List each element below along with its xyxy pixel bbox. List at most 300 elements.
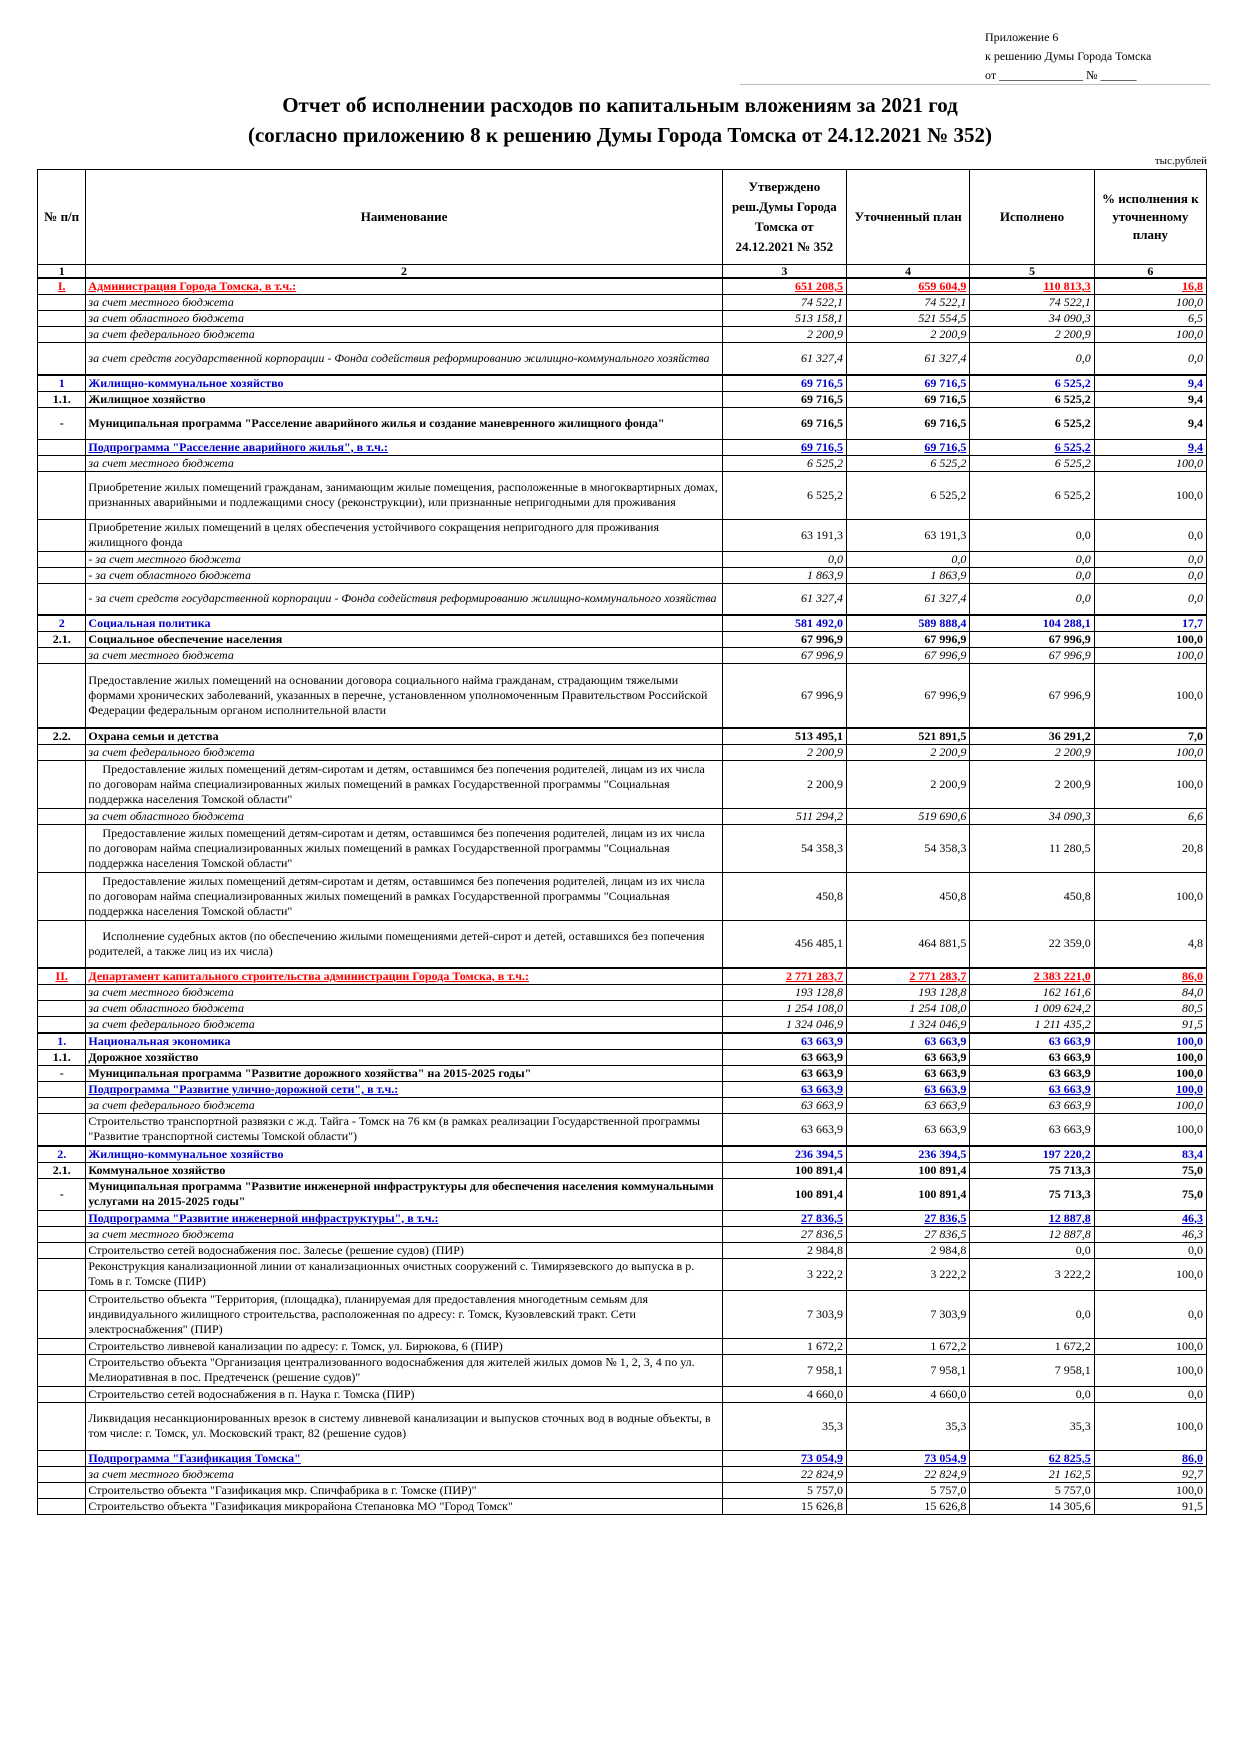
executed-value-cell: 12 887,8 — [970, 1210, 1094, 1226]
appendix-divider — [740, 84, 1210, 85]
refined-value-cell: 74 522,1 — [847, 295, 970, 311]
refined-value-cell: 100 891,4 — [847, 1178, 970, 1210]
approved-value-cell: 7 303,9 — [722, 1290, 846, 1338]
table-row — [38, 583, 1207, 615]
row-name-cell: за счет федерального бюджета — [86, 327, 722, 343]
refined-value-cell: 6 525,2 — [847, 471, 970, 519]
refined-value-cell: 63 663,9 — [847, 1098, 970, 1114]
executed-value-cell: 0,0 — [970, 583, 1094, 615]
row-name-cell: Муниципальная программа "Развитие инженерной инфраструктуры для обеспечения населения коммунальными услугами на 2015-2025 годы" — [86, 1178, 722, 1210]
percent-value-cell: 0,0 — [1094, 343, 1206, 375]
row-number-cell — [38, 1098, 86, 1114]
title-line-2: (согласно приложению 8 к решению Думы Города Томска от 24.12.2021 № 352) — [247, 123, 993, 147]
row-name-cell: за счет местного бюджета — [86, 455, 722, 471]
table-row — [38, 1466, 1207, 1482]
appendix-line-2: к решению Думы Города Томска — [985, 49, 1152, 63]
executed-value-cell: 35,3 — [970, 1402, 1094, 1450]
refined-value-cell: 69 716,5 — [847, 407, 970, 439]
approved-value-cell: 513 495,1 — [722, 728, 846, 745]
table-row — [38, 1146, 1207, 1163]
refined-value-cell: 2 200,9 — [847, 327, 970, 343]
table-row — [38, 632, 1207, 648]
percent-value-cell: 100,0 — [1094, 1338, 1206, 1354]
row-name-cell: Строительство объекта "Газификация микрорайона Степановка МО "Город Томск" — [86, 1498, 722, 1514]
refined-value-cell: 589 888,4 — [847, 615, 970, 632]
approved-value-cell: 69 716,5 — [722, 439, 846, 455]
refined-value-cell: 659 604,9 — [847, 278, 970, 295]
approved-value-cell: 63 663,9 — [722, 1098, 846, 1114]
row-name-cell: за счет местного бюджета — [86, 648, 722, 664]
executed-value-cell: 6 525,2 — [970, 439, 1094, 455]
approved-value-cell: 67 996,9 — [722, 664, 846, 728]
refined-value-cell: 69 716,5 — [847, 439, 970, 455]
row-name-cell: Муниципальная программа "Развитие дорожного хозяйства" на 2015-2025 годы" — [86, 1066, 722, 1082]
approved-value-cell: 100 891,4 — [722, 1162, 846, 1178]
row-name-cell: Подпрограмма "Расселение аварийного жилья", в т.ч.: — [86, 439, 722, 455]
row-number-cell — [38, 471, 86, 519]
approved-value-cell: 6 525,2 — [722, 471, 846, 519]
refined-value-cell: 1 254 108,0 — [847, 1001, 970, 1017]
approved-value-cell: 54 358,3 — [722, 824, 846, 872]
approved-value-cell: 27 836,5 — [722, 1226, 846, 1242]
executed-value-cell: 0,0 — [970, 343, 1094, 375]
percent-value-cell: 16,8 — [1094, 278, 1206, 295]
executed-value-cell: 74 522,1 — [970, 295, 1094, 311]
refined-value-cell: 3 222,2 — [847, 1258, 970, 1290]
row-number-cell — [38, 1242, 86, 1258]
row-name-cell: Строительство ливневой канализации по адресу: г. Томск, ул. Бирюкова, 6 (ПИР) — [86, 1338, 722, 1354]
refined-value-cell: 63 663,9 — [847, 1033, 970, 1050]
table-row — [38, 1354, 1207, 1386]
percent-value-cell: 100,0 — [1094, 455, 1206, 471]
table-row — [38, 551, 1207, 567]
row-name-cell: Реконструкция канализационной линии от канализационных очистных сооружений с. Тимирязевского до выпуска в р. Томь в г. Томске (ПИР) — [86, 1258, 722, 1290]
refined-value-cell: 54 358,3 — [847, 824, 970, 872]
refined-value-cell: 61 327,4 — [847, 343, 970, 375]
table-body — [38, 278, 1207, 1514]
percent-value-cell: 75,0 — [1094, 1162, 1206, 1178]
row-number-cell — [38, 985, 86, 1001]
percent-value-cell: 46,3 — [1094, 1210, 1206, 1226]
refined-value-cell: 464 881,5 — [847, 920, 970, 968]
approved-value-cell: 1 863,9 — [722, 567, 846, 583]
approved-value-cell: 63 663,9 — [722, 1082, 846, 1098]
column-number: 4 — [847, 265, 970, 279]
percent-value-cell: 4,8 — [1094, 920, 1206, 968]
row-number-cell — [38, 1354, 86, 1386]
row-name-cell: за счет федерального бюджета — [86, 1017, 722, 1034]
percent-value-cell: 100,0 — [1094, 632, 1206, 648]
expense-report-table — [37, 169, 1207, 1515]
approved-value-cell: 67 996,9 — [722, 632, 846, 648]
row-number-cell: 2. — [38, 1146, 86, 1163]
approved-value-cell: 193 128,8 — [722, 985, 846, 1001]
percent-value-cell: 86,0 — [1094, 1450, 1206, 1466]
approved-value-cell: 581 492,0 — [722, 615, 846, 632]
executed-value-cell: 7 958,1 — [970, 1354, 1094, 1386]
table-row — [38, 1498, 1207, 1514]
row-number-cell — [38, 1338, 86, 1354]
percent-value-cell: 100,0 — [1094, 1354, 1206, 1386]
row-number-cell — [38, 1386, 86, 1402]
refined-value-cell: 4 660,0 — [847, 1386, 970, 1402]
row-number-cell — [38, 1210, 86, 1226]
row-name-cell: за счет местного бюджета — [86, 985, 722, 1001]
executed-value-cell: 0,0 — [970, 567, 1094, 583]
percent-value-cell: 83,4 — [1094, 1146, 1206, 1163]
refined-value-cell: 100 891,4 — [847, 1162, 970, 1178]
row-number-cell: I. — [38, 278, 86, 295]
refined-value-cell: 5 757,0 — [847, 1482, 970, 1498]
row-number-cell: 2.2. — [38, 728, 86, 745]
approved-value-cell: 63 191,3 — [722, 519, 846, 551]
row-name-cell: Социальная политика — [86, 615, 722, 632]
refined-value-cell: 63 663,9 — [847, 1114, 970, 1146]
percent-value-cell: 0,0 — [1094, 567, 1206, 583]
executed-value-cell: 22 359,0 — [970, 920, 1094, 968]
executed-value-cell: 67 996,9 — [970, 632, 1094, 648]
executed-value-cell: 21 162,5 — [970, 1466, 1094, 1482]
row-name-cell: за счет местного бюджета — [86, 1226, 722, 1242]
approved-value-cell: 2 200,9 — [722, 744, 846, 760]
row-name-cell: за счет областного бюджета — [86, 1001, 722, 1017]
executed-value-cell: 63 663,9 — [970, 1033, 1094, 1050]
percent-value-cell: 100,0 — [1094, 295, 1206, 311]
percent-value-cell: 9,4 — [1094, 407, 1206, 439]
percent-value-cell: 0,0 — [1094, 519, 1206, 551]
approved-value-cell: 2 200,9 — [722, 760, 846, 808]
approved-value-cell: 61 327,4 — [722, 583, 846, 615]
row-number-cell — [38, 1482, 86, 1498]
row-name-cell: Приобретение жилых помещений в целях обеспечения устойчивого сокращения непригодного для проживания жилищного фонда — [86, 519, 722, 551]
approved-value-cell: 69 716,5 — [722, 407, 846, 439]
row-number-cell — [38, 1001, 86, 1017]
percent-value-cell: 6,5 — [1094, 311, 1206, 327]
appendix-line-3: от ______________ № ______ — [985, 68, 1137, 82]
refined-value-cell: 27 836,5 — [847, 1210, 970, 1226]
table-row — [38, 648, 1207, 664]
executed-value-cell: 2 200,9 — [970, 327, 1094, 343]
row-name-cell: - за счет областного бюджета — [86, 567, 722, 583]
executed-value-cell: 0,0 — [970, 1386, 1094, 1402]
table-row — [38, 327, 1207, 343]
row-number-cell — [38, 920, 86, 968]
approved-value-cell: 63 663,9 — [722, 1050, 846, 1066]
approved-value-cell: 63 663,9 — [722, 1066, 846, 1082]
row-number-cell: - — [38, 407, 86, 439]
table-row — [38, 1178, 1207, 1210]
refined-value-cell: 2 771 283,7 — [847, 968, 970, 985]
approved-value-cell: 6 525,2 — [722, 455, 846, 471]
percent-value-cell: 100,0 — [1094, 1050, 1206, 1066]
percent-value-cell: 100,0 — [1094, 1082, 1206, 1098]
percent-value-cell: 100,0 — [1094, 760, 1206, 808]
row-name-cell: Охрана семьи и детства — [86, 728, 722, 745]
table-row — [38, 1210, 1207, 1226]
percent-value-cell: 100,0 — [1094, 648, 1206, 664]
executed-value-cell: 6 525,2 — [970, 471, 1094, 519]
row-number-cell — [38, 1114, 86, 1146]
row-name-cell: Строительство сетей водоснабжения в п. Наука г. Томска (ПИР) — [86, 1386, 722, 1402]
refined-value-cell: 7 958,1 — [847, 1354, 970, 1386]
row-name-cell: Строительство объекта "Территория, (площадка), планируемая для предоставления многодетным семьям для индивидуального жилищного строительства, расположенная по адресу: г. Томск, Кузовлевский тракт. Сети электроснабжения" (ПИР) — [86, 1290, 722, 1338]
refined-value-cell: 63 663,9 — [847, 1066, 970, 1082]
row-name-cell: Подпрограмма "Развитие улично-дорожной сети", в т.ч.: — [86, 1082, 722, 1098]
percent-value-cell: 100,0 — [1094, 471, 1206, 519]
row-name-cell: Национальная экономика — [86, 1033, 722, 1050]
table-row — [38, 391, 1207, 407]
table-row — [38, 375, 1207, 392]
table-row — [38, 920, 1207, 968]
percent-value-cell: 6,6 — [1094, 808, 1206, 824]
table-row — [38, 1290, 1207, 1338]
executed-value-cell: 63 663,9 — [970, 1082, 1094, 1098]
executed-value-cell: 1 672,2 — [970, 1338, 1094, 1354]
executed-value-cell: 0,0 — [970, 519, 1094, 551]
table-row — [38, 519, 1207, 551]
executed-value-cell: 67 996,9 — [970, 664, 1094, 728]
refined-value-cell: 521 554,5 — [847, 311, 970, 327]
approved-value-cell: 450,8 — [722, 872, 846, 920]
table-row — [38, 808, 1207, 824]
row-number-cell — [38, 551, 86, 567]
row-number-cell — [38, 664, 86, 728]
table-row — [38, 1001, 1207, 1017]
row-name-cell: за счет областного бюджета — [86, 311, 722, 327]
unit-label: тыс.рублей — [1154, 155, 1207, 167]
table-row — [38, 1162, 1207, 1178]
executed-value-cell: 162 161,6 — [970, 985, 1094, 1001]
refined-value-cell: 35,3 — [847, 1402, 970, 1450]
row-name-cell: за счет федерального бюджета — [86, 1098, 722, 1114]
approved-value-cell: 27 836,5 — [722, 1210, 846, 1226]
table-row — [38, 615, 1207, 632]
percent-value-cell: 100,0 — [1094, 872, 1206, 920]
table-row — [38, 1338, 1207, 1354]
row-number-cell: - — [38, 1178, 86, 1210]
row-name-cell: - за счет средств государственной корпорации - Фонда содействия реформированию жилищно-коммунального хозяйства — [86, 583, 722, 615]
percent-value-cell: 20,8 — [1094, 824, 1206, 872]
percent-value-cell: 100,0 — [1094, 1066, 1206, 1082]
percent-value-cell: 75,0 — [1094, 1178, 1206, 1210]
approved-value-cell: 4 660,0 — [722, 1386, 846, 1402]
percent-value-cell: 100,0 — [1094, 1258, 1206, 1290]
percent-value-cell: 80,5 — [1094, 1001, 1206, 1017]
approved-value-cell: 2 771 283,7 — [722, 968, 846, 985]
row-name-cell: Департамент капитального строительства администрации Города Томска, в т.ч.: — [86, 968, 722, 985]
refined-value-cell: 1 672,2 — [847, 1338, 970, 1354]
executed-value-cell: 34 090,3 — [970, 808, 1094, 824]
approved-value-cell: 69 716,5 — [722, 375, 846, 392]
percent-value-cell: 0,0 — [1094, 1386, 1206, 1402]
row-number-cell — [38, 760, 86, 808]
approved-value-cell: 15 626,8 — [722, 1498, 846, 1514]
executed-value-cell: 11 280,5 — [970, 824, 1094, 872]
table-row — [38, 1082, 1207, 1098]
approved-value-cell: 22 824,9 — [722, 1466, 846, 1482]
refined-value-cell: 61 327,4 — [847, 583, 970, 615]
row-number-cell — [38, 311, 86, 327]
title-line-1: Отчет об исполнении расходов по капитальным вложениям за 2021 год — [282, 93, 958, 117]
row-number-cell — [38, 1402, 86, 1450]
table-row — [38, 278, 1207, 295]
approved-value-cell: 2 200,9 — [722, 327, 846, 343]
executed-value-cell: 5 757,0 — [970, 1482, 1094, 1498]
executed-value-cell: 63 663,9 — [970, 1050, 1094, 1066]
row-number-cell — [38, 744, 86, 760]
percent-value-cell: 100,0 — [1094, 327, 1206, 343]
row-number-cell: 2.1. — [38, 632, 86, 648]
executed-value-cell: 6 525,2 — [970, 455, 1094, 471]
table-row — [38, 760, 1207, 808]
table-row — [38, 471, 1207, 519]
percent-value-cell: 86,0 — [1094, 968, 1206, 985]
approved-value-cell: 513 158,1 — [722, 311, 846, 327]
row-name-cell: Жилищное хозяйство — [86, 391, 722, 407]
table-row — [38, 455, 1207, 471]
percent-value-cell: 100,0 — [1094, 1402, 1206, 1450]
executed-value-cell: 1 211 435,2 — [970, 1017, 1094, 1034]
percent-value-cell: 84,0 — [1094, 985, 1206, 1001]
row-number-cell — [38, 1082, 86, 1098]
approved-value-cell: 5 757,0 — [722, 1482, 846, 1498]
row-number-cell — [38, 872, 86, 920]
row-number-cell — [38, 343, 86, 375]
executed-value-cell: 1 009 624,2 — [970, 1001, 1094, 1017]
approved-value-cell: 74 522,1 — [722, 295, 846, 311]
row-name-cell: Строительство транспортной развязки с ж.д. Тайга - Томск на 76 км (в рамках реализации Государственной программы "Развитие транспортной системы Томской области") — [86, 1114, 722, 1146]
header-num: № п/п — [38, 170, 86, 265]
row-name-cell: Подпрограмма "Газификация Томска" — [86, 1450, 722, 1466]
row-name-cell: Муниципальная программа "Расселение аварийного жилья и создание маневренного жилищного фонда" — [86, 407, 722, 439]
row-name-cell: за счет местного бюджета — [86, 1466, 722, 1482]
column-number: 5 — [970, 265, 1094, 279]
executed-value-cell: 197 220,2 — [970, 1146, 1094, 1163]
column-number: 3 — [722, 265, 846, 279]
table-row — [38, 1033, 1207, 1050]
table-row — [38, 1258, 1207, 1290]
executed-value-cell: 63 663,9 — [970, 1114, 1094, 1146]
percent-value-cell: 0,0 — [1094, 1290, 1206, 1338]
table-row — [38, 1114, 1207, 1146]
row-name-cell: Строительство сетей водоснабжения пос. Залесье (решение судов) (ПИР) — [86, 1242, 722, 1258]
percent-value-cell: 9,4 — [1094, 439, 1206, 455]
percent-value-cell: 100,0 — [1094, 664, 1206, 728]
executed-value-cell: 63 663,9 — [970, 1066, 1094, 1082]
refined-value-cell: 519 690,6 — [847, 808, 970, 824]
table-row — [38, 567, 1207, 583]
refined-value-cell: 521 891,5 — [847, 728, 970, 745]
percent-value-cell: 91,5 — [1094, 1017, 1206, 1034]
row-name-cell: Ликвидация несанкционированных врезок в систему ливневой канализации и выпусков сточных вод в водные объекты, в том числе: г. Томск, ул. Московский тракт, 82 (решение судов) — [86, 1402, 722, 1450]
table-row — [38, 1066, 1207, 1082]
row-name-cell: за счет федерального бюджета — [86, 744, 722, 760]
row-number-cell — [38, 1226, 86, 1242]
percent-value-cell: 46,3 — [1094, 1226, 1206, 1242]
executed-value-cell: 75 713,3 — [970, 1178, 1094, 1210]
row-name-cell: Коммунальное хозяйство — [86, 1162, 722, 1178]
refined-value-cell: 67 996,9 — [847, 664, 970, 728]
row-number-cell: 1. — [38, 1033, 86, 1050]
approved-value-cell: 456 485,1 — [722, 920, 846, 968]
row-name-cell: Приобретение жилых помещений гражданам, занимающим жилые помещения, расположенные в многоквартирных домах, признанных аварийными и подлежащими сносу (реконструкции), или признанные непригодными для проживания — [86, 471, 722, 519]
table-row — [38, 407, 1207, 439]
executed-value-cell: 0,0 — [970, 551, 1094, 567]
row-name-cell: Жилищно-коммунальное хозяйство — [86, 1146, 722, 1163]
row-name-cell: Исполнение судебных актов (по обеспечению жилыми помещениями детей-сирот и детей, оставшихся без попечения родителей, а также лиц из их числа) — [86, 920, 722, 968]
refined-value-cell: 63 663,9 — [847, 1050, 970, 1066]
percent-value-cell: 100,0 — [1094, 1098, 1206, 1114]
percent-value-cell: 100,0 — [1094, 1033, 1206, 1050]
table-row — [38, 1482, 1207, 1498]
column-number: 6 — [1094, 265, 1206, 279]
executed-value-cell: 63 663,9 — [970, 1098, 1094, 1114]
table-row — [38, 744, 1207, 760]
header-percent: % исполнения к уточненному плану — [1094, 170, 1206, 265]
percent-value-cell: 92,7 — [1094, 1466, 1206, 1482]
table-row — [38, 728, 1207, 745]
table-row — [38, 985, 1207, 1001]
table-row — [38, 1098, 1207, 1114]
executed-value-cell: 6 525,2 — [970, 407, 1094, 439]
executed-value-cell: 12 887,8 — [970, 1226, 1094, 1242]
approved-value-cell: 100 891,4 — [722, 1178, 846, 1210]
approved-value-cell: 3 222,2 — [722, 1258, 846, 1290]
table-row — [38, 439, 1207, 455]
executed-value-cell: 104 288,1 — [970, 615, 1094, 632]
column-number: 1 — [38, 265, 86, 279]
executed-value-cell: 2 200,9 — [970, 744, 1094, 760]
executed-value-cell: 2 383 221,0 — [970, 968, 1094, 985]
table-row — [38, 968, 1207, 985]
refined-value-cell: 27 836,5 — [847, 1226, 970, 1242]
executed-value-cell: 110 813,3 — [970, 278, 1094, 295]
approved-value-cell: 63 663,9 — [722, 1033, 846, 1050]
refined-value-cell: 2 200,9 — [847, 760, 970, 808]
refined-value-cell: 2 984,8 — [847, 1242, 970, 1258]
executed-value-cell: 3 222,2 — [970, 1258, 1094, 1290]
approved-value-cell: 511 294,2 — [722, 808, 846, 824]
percent-value-cell: 9,4 — [1094, 391, 1206, 407]
row-name-cell: Строительство объекта "Организация централизованного водоснабжения для жителей жилых домов № 1, 2, 3, 4 по ул. Мелиоративная в пос. Предтеченск (решение судов)" — [86, 1354, 722, 1386]
row-number-cell: 2.1. — [38, 1162, 86, 1178]
table-row — [38, 343, 1207, 375]
approved-value-cell: 69 716,5 — [722, 391, 846, 407]
header-row — [38, 170, 1207, 265]
table-row — [38, 1242, 1207, 1258]
table-row — [38, 664, 1207, 728]
table-row — [38, 1450, 1207, 1466]
executed-value-cell: 6 525,2 — [970, 375, 1094, 392]
executed-value-cell: 6 525,2 — [970, 391, 1094, 407]
refined-value-cell: 73 054,9 — [847, 1450, 970, 1466]
refined-value-cell: 236 394,5 — [847, 1146, 970, 1163]
refined-value-cell: 63 663,9 — [847, 1082, 970, 1098]
row-name-cell: за счет средств государственной корпорации - Фонда содействия реформированию жилищно-коммунального хозяйства — [86, 343, 722, 375]
executed-value-cell: 34 090,3 — [970, 311, 1094, 327]
row-name-cell: - за счет местного бюджета — [86, 551, 722, 567]
approved-value-cell: 7 958,1 — [722, 1354, 846, 1386]
table-row — [38, 872, 1207, 920]
row-name-cell: Дорожное хозяйство — [86, 1050, 722, 1066]
refined-value-cell: 15 626,8 — [847, 1498, 970, 1514]
row-number-cell — [38, 567, 86, 583]
executed-value-cell: 2 200,9 — [970, 760, 1094, 808]
table-row — [38, 1402, 1207, 1450]
executed-value-cell: 0,0 — [970, 1242, 1094, 1258]
appendix-note — [985, 28, 1151, 85]
percent-value-cell: 0,0 — [1094, 1242, 1206, 1258]
